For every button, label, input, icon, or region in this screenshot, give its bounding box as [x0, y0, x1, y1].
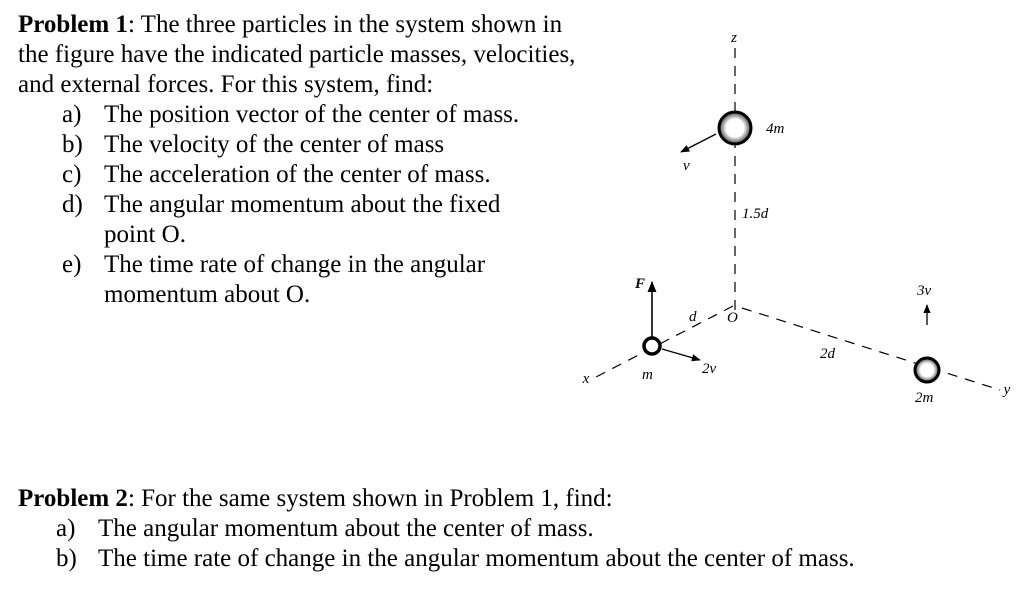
y-axis — [742, 308, 1000, 390]
distance-d-label: d — [689, 309, 697, 325]
problem-2-item-a — [18, 514, 1018, 544]
mass-4m-label: 4m — [766, 121, 785, 137]
item-label: d) — [62, 191, 83, 218]
velocity-3v-label: 3v — [917, 283, 932, 299]
problem-2-item-b — [18, 544, 1018, 574]
height-1.5d-label: 1.5d — [742, 206, 769, 222]
item-text: The angular momentum about the center of mass. — [98, 515, 594, 542]
velocity-2v-label: 2v — [702, 361, 717, 377]
particle-2m — [915, 358, 939, 382]
distance-2d-label: 2d — [820, 346, 835, 362]
problem-2-heading: Problem 2 — [18, 485, 128, 512]
y-axis-label: y — [1003, 382, 1011, 398]
origin-label: O — [727, 310, 738, 326]
item-label: c) — [62, 161, 82, 188]
velocity-2v-arrow — [662, 349, 700, 360]
particle-m — [644, 338, 660, 354]
problem-2-intro — [18, 484, 1018, 514]
item-text: The time rate of change in the angular momentum about the center of mass. — [98, 545, 855, 572]
item-text: The position vector of the center of mass. — [104, 101, 520, 128]
z-axis-label: z — [731, 30, 737, 46]
x-axis-label: x — [582, 371, 590, 387]
item-text: The angular momentum about the fixed point O. — [104, 191, 501, 248]
item-label: b) — [62, 131, 83, 158]
velocity-v-label: v — [683, 158, 690, 174]
problem-2-intro-text: : For the same system shown in Problem 1, find: — [127, 485, 613, 512]
problem-1-intro-text: : The three particles in the system shown in the figure have the indicated particle masses, velocities, and external forces. For this system, find: — [18, 11, 576, 98]
force-F-label: F — [635, 276, 646, 292]
problem-2-list — [18, 514, 1018, 574]
particle-4m — [719, 112, 751, 144]
item-text: The time rate of change in the angular momentum about O. — [104, 251, 486, 308]
item-label: e) — [62, 251, 82, 278]
velocity-v-arrow — [681, 134, 716, 152]
item-text: The velocity of the center of mass — [104, 131, 445, 158]
item-label: a) — [62, 101, 82, 128]
problem-2 — [18, 484, 1018, 574]
item-label: a) — [56, 515, 76, 542]
mass-2m-label: 2m — [915, 390, 934, 406]
item-text: The acceleration of the center of mass. — [104, 161, 491, 188]
mass-m-label: m — [642, 367, 653, 383]
problem-1-heading: Problem 1 — [18, 11, 128, 38]
item-label: b) — [56, 545, 77, 572]
